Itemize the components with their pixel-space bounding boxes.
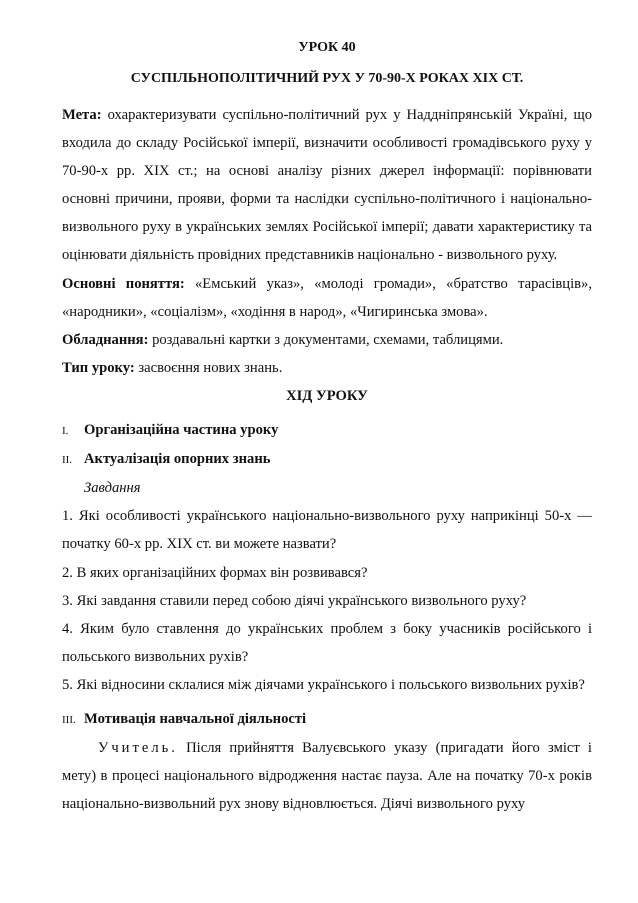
goal-paragraph — [62, 101, 592, 270]
task-item: 1. Які особливості українського національно-визвольного руху наприкінці 50-х — початку 60-х рр. XIX ст. ви можете назвати? — [62, 508, 592, 553]
concepts-label: Основні поняття: — [62, 275, 185, 292]
concepts-text: «Емський указ», «молоді громади», «братство тарасівців», «народники», «соціалізм», «ходіння в народ», «Чигиринська змова». — [62, 275, 593, 320]
goal-text: охарактеризувати суспільно-політичний рух у Наддніпрянській Україні, що входила до складу Російської імперії, визначити особливості громадівського руху у 70-90-х рр. ХІХ ст.; на основі аналізу різних джерел інформації: порівнювати основні причини, прояви, форми та наслідки суспільно-політичного і національно-визвольного руху в українських землях Російської імперії; давати характеристику та оцінювати діяльність провідних представників національно - визвольного руху. — [62, 107, 592, 264]
task-item: 3. Які завдання ставили перед собою діячі українського визвольного руху? — [62, 592, 527, 609]
task-item: 4. Яким було ставлення до українських проблем з боку учасників російського і польського визвольних рухів? — [62, 620, 592, 665]
section-label: Актуалізація опорних знань — [84, 451, 271, 468]
equipment-text: роздавальні картки з документами, схемами, таблицями. — [148, 331, 504, 348]
section-number: I. — [62, 425, 69, 438]
topic-title: СУСПІЛЬНОПОЛІТИЧНИЙ РУХ У 70-90-Х РОКАХ XIX СТ. — [130, 71, 524, 86]
teacher-label: Учитель. — [98, 740, 178, 757]
teacher-text: Після прийняття Валуєвського указу (пригадати його зміст і мету) в процесі національного відродження настає пауза. Але на початку 70-х років національно-визвольний рух знову відновлюється. Діячі визвольного руху — [62, 740, 592, 813]
section-motivation — [62, 705, 592, 734]
section-number: II. — [62, 454, 73, 467]
lesson-type-text: засвоєння нових знань. — [134, 359, 283, 376]
section-actualization — [62, 445, 592, 474]
task-item: 2. В яких організаційних формах він розвивався? — [62, 564, 368, 581]
section-label: Мотивація навчальної діяльності — [84, 710, 307, 727]
lesson-type-paragraph — [62, 354, 592, 382]
lesson-title: УРОК 40 — [298, 40, 356, 55]
course-heading: ХІД УРОКУ — [286, 387, 368, 404]
lesson-type-label: Тип уроку: — [62, 359, 135, 376]
section-organizational — [62, 416, 592, 445]
section-label: Організаційна частина уроку — [84, 422, 279, 439]
section-number: III. — [62, 713, 76, 726]
teacher-paragraph — [62, 734, 592, 818]
equipment-paragraph — [62, 326, 592, 354]
concepts-paragraph — [62, 270, 592, 326]
equipment-label: Обладнання: — [62, 331, 149, 348]
goal-label: Мета: — [62, 107, 102, 123]
tasks-label: Завдання — [84, 480, 141, 497]
task-item: 5. Які відносини склалися між діячами українського і польського визвольних рухів? — [62, 676, 585, 693]
document-page — [62, 38, 592, 818]
